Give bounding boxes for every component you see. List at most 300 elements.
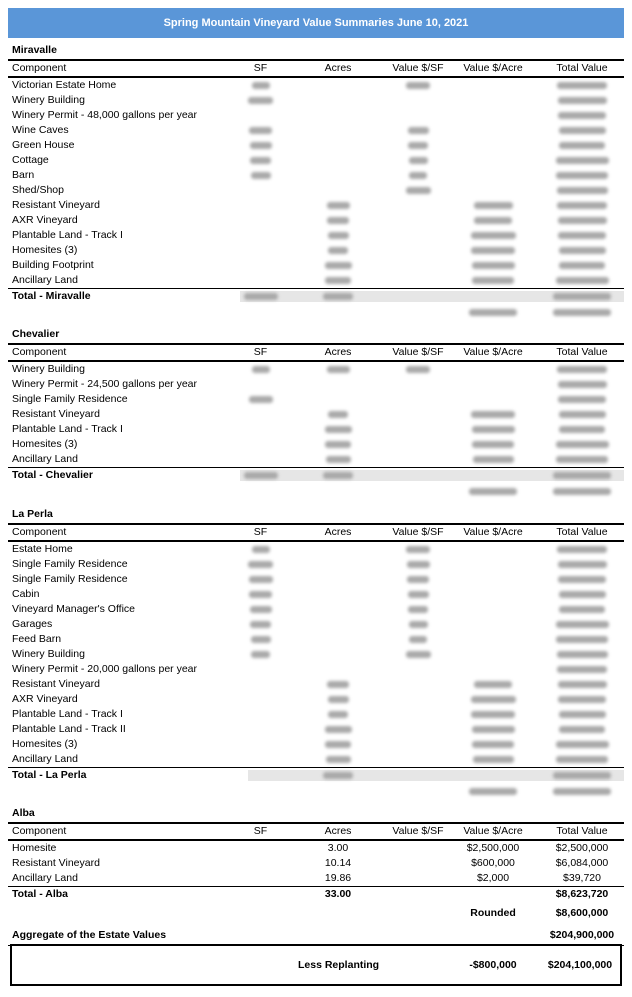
redacted-value	[250, 157, 271, 164]
component-name: Ancillary Land	[12, 453, 78, 465]
redacted-value	[325, 277, 351, 284]
value-per-acre: $600,000	[471, 857, 515, 869]
table-row	[8, 108, 624, 123]
table-row	[8, 722, 624, 737]
component-name: Homesites (3)	[12, 244, 78, 256]
component-name: Plantable Land - Track I	[12, 423, 123, 435]
redacted-value	[557, 366, 607, 373]
component-name: Homesite	[12, 842, 57, 854]
sf-cell	[238, 93, 283, 108]
value-acre-cell	[458, 258, 528, 273]
total-value-cell	[544, 123, 620, 138]
redacted-value	[406, 187, 431, 194]
redacted-value	[558, 576, 606, 583]
total-value-cell	[544, 183, 620, 198]
value-sf-cell	[386, 647, 450, 662]
redacted-value	[409, 621, 428, 628]
redacted-value	[556, 277, 609, 284]
acres-cell	[308, 258, 368, 273]
sf-cell	[238, 123, 283, 138]
redacted-value	[327, 217, 349, 224]
component-name: Shed/Shop	[12, 184, 64, 196]
acres-cell	[308, 452, 368, 467]
total-label: Total - La Perla	[12, 769, 87, 781]
redacted-value	[326, 456, 351, 463]
sf-cell	[238, 572, 283, 587]
redacted-value	[308, 768, 368, 783]
redacted-value	[250, 142, 272, 149]
value-acre-cell	[458, 737, 528, 752]
table-row	[8, 662, 624, 677]
table-row	[8, 437, 624, 452]
miravalle-section	[8, 41, 624, 321]
component-name: Plantable Land - Track II	[12, 723, 126, 735]
total-value-cell	[544, 542, 620, 557]
redacted-value	[471, 411, 515, 418]
total-value-cell	[544, 258, 620, 273]
acres-value: 19.86	[324, 872, 352, 884]
redacted-value	[558, 396, 606, 403]
component-name: Barn	[12, 169, 35, 181]
col-sf: SF	[253, 346, 268, 358]
component-name: Homesites (3)	[12, 438, 78, 450]
redacted-value	[328, 247, 348, 254]
redacted-value	[558, 696, 606, 703]
total-value-cell	[544, 617, 620, 632]
total-value-cell	[544, 587, 620, 602]
value-acre-cell	[458, 692, 528, 707]
col-acres: Acres	[324, 62, 352, 74]
value-sf-cell	[386, 138, 450, 153]
redacted-label	[458, 483, 528, 500]
redacted-value	[308, 289, 368, 304]
redacted-value	[559, 426, 605, 433]
total-value-cell	[544, 108, 620, 123]
component-name: Resistant Vineyard	[12, 408, 100, 420]
redacted-value	[556, 636, 608, 643]
redacted-value	[558, 97, 607, 104]
value-sf-cell	[386, 602, 450, 617]
sf-cell	[238, 602, 283, 617]
col-acres: Acres	[324, 526, 352, 538]
table-row	[8, 273, 624, 288]
col-total-value: Total Value	[556, 825, 608, 837]
value-acre-cell	[458, 213, 528, 228]
total-value-cell	[544, 677, 620, 692]
redacted-value	[249, 591, 272, 598]
replanting-box	[10, 944, 622, 986]
redacted-value	[252, 546, 270, 553]
redacted-value	[559, 262, 605, 269]
value-acre-cell	[458, 228, 528, 243]
redacted-value	[325, 262, 352, 269]
acres-cell	[308, 407, 368, 422]
acres-cell	[308, 707, 368, 722]
value-sf-cell	[386, 572, 450, 587]
component-name: Resistant Vineyard	[12, 857, 100, 869]
value-acre-cell	[458, 437, 528, 452]
component-name: Ancillary Land	[12, 872, 78, 884]
total-value-cell	[544, 647, 620, 662]
sf-cell	[238, 153, 283, 168]
value-acre-cell	[458, 752, 528, 767]
acres-value: 3.00	[327, 842, 349, 854]
sf-cell	[238, 168, 283, 183]
acres-cell	[308, 752, 368, 767]
redacted-value	[406, 366, 430, 373]
col-component: Component	[12, 346, 67, 358]
redacted-value	[559, 726, 605, 733]
redacted-value	[557, 202, 607, 209]
value-per-acre: $2,000	[476, 872, 510, 884]
rounded-row	[8, 905, 624, 922]
table-row	[8, 602, 624, 617]
redacted-value	[557, 666, 607, 673]
redacted-value	[251, 636, 271, 643]
redacted-value	[406, 651, 431, 658]
table-row	[8, 871, 624, 886]
table-row	[8, 213, 624, 228]
section-title: Alba	[8, 804, 624, 824]
redacted-value	[471, 711, 515, 718]
value-sf-cell	[386, 557, 450, 572]
redacted-value	[473, 456, 514, 463]
total-value: $6,084,000	[555, 857, 609, 869]
replanting-amount: -$800,000	[469, 959, 517, 971]
redacted-value	[544, 468, 620, 483]
value-sf-cell	[386, 587, 450, 602]
value-acre-cell	[458, 243, 528, 258]
redacted-value	[328, 696, 349, 703]
total-value-cell	[544, 273, 620, 288]
redacted-value	[473, 756, 514, 763]
total-value-cell	[544, 662, 620, 677]
redacted-value	[556, 621, 609, 628]
redacted-value	[474, 217, 512, 224]
total-value-cell	[544, 168, 620, 183]
total-value: $2,500,000	[555, 842, 609, 854]
total-value-cell	[544, 737, 620, 752]
component-name: Vineyard Manager's Office	[12, 603, 136, 615]
column-header-row	[8, 525, 624, 542]
value-sf-cell	[386, 168, 450, 183]
table-row	[8, 856, 624, 871]
redacted-value	[328, 232, 349, 239]
sf-cell	[238, 362, 283, 377]
table-row	[8, 198, 624, 213]
alba-section	[8, 804, 624, 922]
component-name: Single Family Residence	[12, 558, 128, 570]
table-row	[8, 647, 624, 662]
col-sf: SF	[253, 526, 268, 538]
redacted-value	[252, 82, 270, 89]
redacted-value	[407, 561, 430, 568]
sf-cell	[238, 138, 283, 153]
value-sf-cell	[386, 183, 450, 198]
col-component: Component	[12, 62, 67, 74]
total-value-cell	[544, 722, 620, 737]
table-row	[8, 153, 624, 168]
total-value-cell	[544, 362, 620, 377]
redacted-value	[251, 172, 271, 179]
redacted-value	[559, 127, 606, 134]
redacted-value	[409, 172, 427, 179]
rounded-row	[8, 304, 624, 321]
redacted-value	[471, 232, 516, 239]
table-row	[8, 707, 624, 722]
total-value-cell	[544, 153, 620, 168]
component-name: Green House	[12, 139, 75, 151]
redacted-value	[557, 546, 607, 553]
total-label: Total - Alba	[12, 888, 68, 900]
component-name: Plantable Land - Track I	[12, 708, 123, 720]
redacted-value	[408, 591, 429, 598]
col-acres: Acres	[324, 825, 352, 837]
redacted-value	[474, 681, 512, 688]
redacted-value	[407, 576, 429, 583]
redacted-value	[559, 606, 605, 613]
aggregate-row	[8, 925, 624, 946]
total-value-cell	[544, 692, 620, 707]
acres-cell	[308, 198, 368, 213]
redacted-value	[406, 82, 430, 89]
total-value-cell	[544, 572, 620, 587]
value-acre-cell	[458, 198, 528, 213]
value-sf-cell	[386, 153, 450, 168]
total-value-cell	[544, 78, 620, 93]
redacted-value	[558, 112, 606, 119]
total-row	[8, 886, 624, 902]
col-value-sf: Value $/SF	[392, 346, 444, 358]
total-value-cell	[544, 602, 620, 617]
redacted-value	[559, 247, 606, 254]
table-row	[8, 362, 624, 377]
component-name: AXR Vineyard	[12, 693, 78, 705]
acres-cell	[308, 737, 368, 752]
redacted-value	[558, 561, 607, 568]
value-sf-cell	[386, 542, 450, 557]
col-component: Component	[12, 526, 67, 538]
redacted-value	[249, 576, 273, 583]
value-sf-cell	[386, 78, 450, 93]
col-acres: Acres	[324, 346, 352, 358]
redacted-value	[472, 277, 514, 284]
sf-cell	[238, 617, 283, 632]
rounded-row	[8, 483, 624, 500]
redacted-value	[472, 262, 515, 269]
table-row	[8, 542, 624, 557]
acres-cell	[308, 213, 368, 228]
redacted-value	[544, 304, 620, 321]
acres-cell	[308, 722, 368, 737]
sf-cell	[238, 647, 283, 662]
replanting-total: $204,100,000	[547, 959, 613, 971]
redacted-value	[556, 741, 609, 748]
col-total-value: Total Value	[556, 526, 608, 538]
acres-value: 10.14	[324, 857, 352, 869]
redacted-value	[409, 636, 427, 643]
component-name: Winery Building	[12, 94, 85, 106]
acres-cell	[308, 692, 368, 707]
value-sf-cell	[386, 632, 450, 647]
redacted-value	[325, 426, 352, 433]
table-row	[8, 392, 624, 407]
redacted-value	[558, 232, 606, 239]
redacted-value	[409, 157, 428, 164]
redacted-value	[238, 289, 283, 304]
component-name: Ancillary Land	[12, 753, 78, 765]
total-row	[8, 467, 624, 483]
col-total-value: Total Value	[556, 62, 608, 74]
redacted-value	[559, 711, 606, 718]
redacted-value	[326, 756, 351, 763]
component-name: Building Footprint	[12, 259, 94, 271]
acres-cell	[308, 362, 368, 377]
column-header-row	[8, 824, 624, 841]
table-row	[8, 183, 624, 198]
value-sf-cell	[386, 617, 450, 632]
redacted-value	[472, 426, 515, 433]
redacted-value	[556, 441, 609, 448]
redacted-value	[327, 366, 350, 373]
table-row	[8, 677, 624, 692]
redacted-value	[472, 726, 515, 733]
total-value-cell	[544, 707, 620, 722]
redacted-value	[328, 711, 348, 718]
component-name: Single Family Residence	[12, 573, 128, 585]
table-row	[8, 841, 624, 856]
redacted-value	[252, 366, 270, 373]
value-acre-cell	[458, 707, 528, 722]
table-row	[8, 572, 624, 587]
component-name: Winery Permit - 20,000 gallons per year	[12, 663, 197, 675]
sf-cell	[238, 587, 283, 602]
sf-cell	[238, 78, 283, 93]
table-row	[8, 123, 624, 138]
redacted-value	[250, 621, 271, 628]
value-acre-cell	[458, 452, 528, 467]
redacted-value	[325, 441, 351, 448]
redacted-value	[558, 217, 607, 224]
total-value-cell	[544, 213, 620, 228]
table-row	[8, 617, 624, 632]
total-value: $8,623,720	[555, 888, 609, 900]
chevalier-section	[8, 325, 624, 500]
table-row	[8, 752, 624, 767]
redacted-value	[544, 783, 620, 800]
redacted-value	[248, 97, 273, 104]
redacted-value	[558, 681, 607, 688]
redacted-value	[472, 441, 514, 448]
redacted-value	[544, 483, 620, 500]
acres-cell	[308, 243, 368, 258]
redacted-value	[544, 289, 620, 304]
total-value-cell	[544, 377, 620, 392]
redacted-value	[238, 468, 283, 483]
sf-cell	[238, 632, 283, 647]
component-name: Single Family Residence	[12, 393, 128, 405]
redacted-value	[556, 756, 608, 763]
redacted-value	[558, 381, 607, 388]
redacted-value	[251, 651, 270, 658]
column-header-row	[8, 345, 624, 362]
total-label: Total - Chevalier	[12, 469, 93, 481]
redacted-value	[408, 127, 429, 134]
value-acre-cell	[458, 407, 528, 422]
redacted-value	[557, 82, 607, 89]
section-title: Chevalier	[8, 325, 624, 345]
redacted-value	[308, 468, 368, 483]
total-value-cell	[544, 243, 620, 258]
component-name: Resistant Vineyard	[12, 678, 100, 690]
redacted-value	[248, 561, 273, 568]
table-row	[8, 407, 624, 422]
component-name: Garages	[12, 618, 53, 630]
redacted-label	[458, 783, 528, 800]
total-value-cell	[544, 452, 620, 467]
component-name: Estate Home	[12, 543, 73, 555]
value-per-acre: $2,500,000	[466, 842, 520, 854]
table-row	[8, 93, 624, 108]
redacted-value	[556, 456, 608, 463]
component-name: Winery Building	[12, 648, 85, 660]
table-row	[8, 228, 624, 243]
acres-cell	[308, 228, 368, 243]
sf-cell	[238, 392, 283, 407]
value-acre-cell	[458, 722, 528, 737]
redacted-value	[327, 202, 350, 209]
total-value-cell	[544, 392, 620, 407]
component-name: Winery Building	[12, 363, 85, 375]
col-value-acre: Value $/Acre	[463, 825, 523, 837]
col-total-value: Total Value	[556, 346, 608, 358]
la-perla-section	[8, 505, 624, 800]
redacted-value	[408, 606, 428, 613]
section-title: La Perla	[8, 505, 624, 525]
total-value-cell	[544, 632, 620, 647]
table-row	[8, 632, 624, 647]
rounded-value: $8,600,000	[555, 907, 609, 919]
total-value-cell	[544, 138, 620, 153]
redacted-value	[559, 411, 606, 418]
acres-cell	[308, 422, 368, 437]
total-value-cell	[544, 422, 620, 437]
table-row	[8, 138, 624, 153]
redacted-value	[544, 768, 620, 783]
table-row	[8, 422, 624, 437]
col-component: Component	[12, 825, 67, 837]
col-sf: SF	[253, 62, 268, 74]
component-name: AXR Vineyard	[12, 214, 78, 226]
value-acre-cell	[458, 273, 528, 288]
component-name: Victorian Estate Home	[12, 79, 117, 91]
sf-cell	[238, 557, 283, 572]
component-name: Cottage	[12, 154, 49, 166]
redacted-value	[474, 202, 513, 209]
redacted-value	[559, 142, 605, 149]
table-row	[8, 377, 624, 392]
redacted-value	[471, 247, 515, 254]
total-value: $39,720	[563, 872, 601, 884]
component-name: Ancillary Land	[12, 274, 78, 286]
value-acre-cell	[458, 677, 528, 692]
component-name: Feed Barn	[12, 633, 62, 645]
total-row	[8, 288, 624, 304]
col-value-acre: Value $/Acre	[463, 346, 523, 358]
total-value-cell	[544, 198, 620, 213]
redacted-value	[556, 172, 608, 179]
acres-cell	[308, 437, 368, 452]
